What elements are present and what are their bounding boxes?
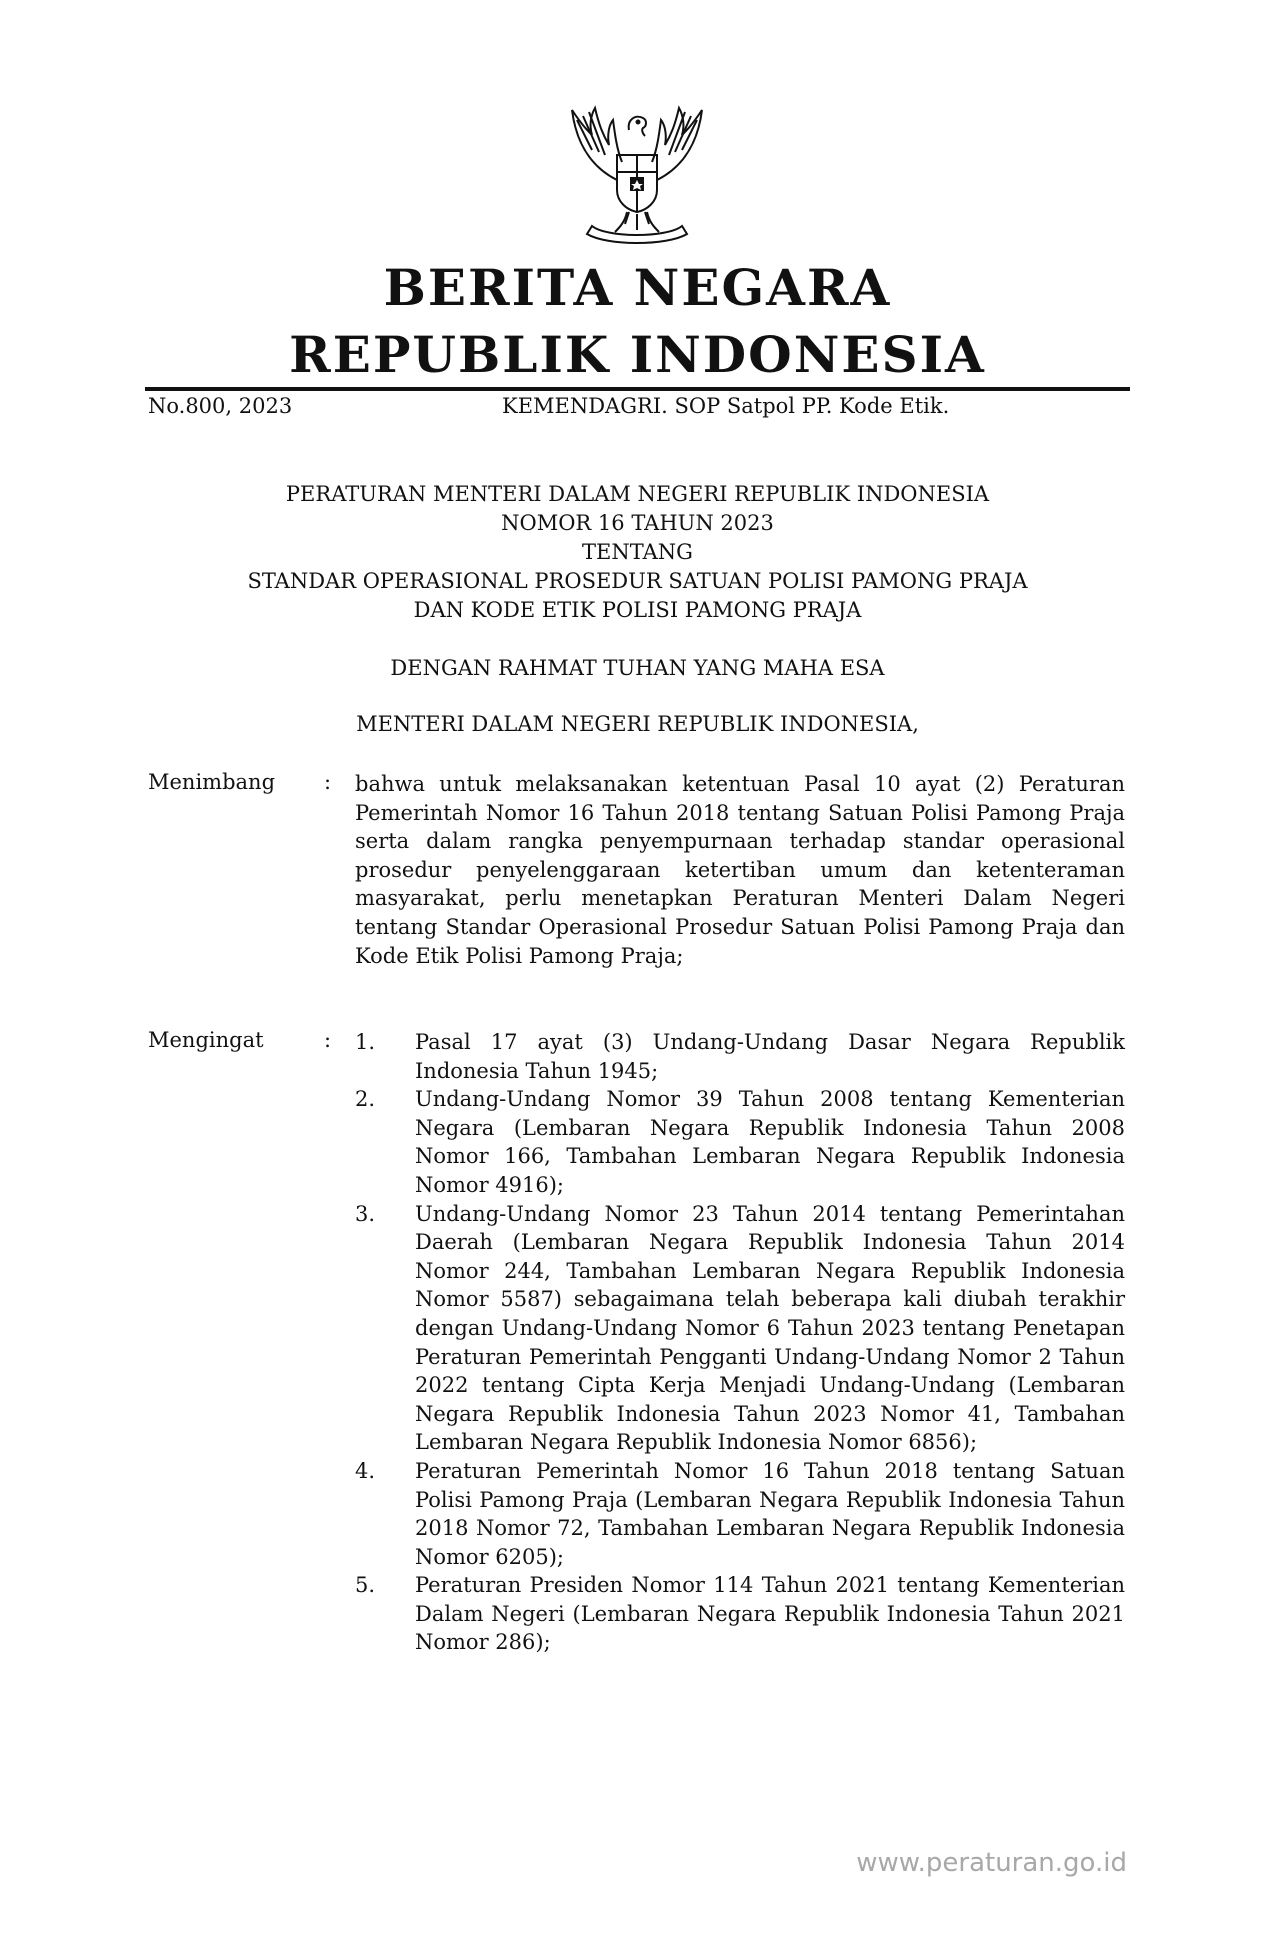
list-item [355,1028,1125,1085]
header-divider [145,387,1130,391]
list-item [355,1200,1125,1457]
mengingat-colon: : [324,1028,332,1052]
garuda-emblem-icon [547,100,727,250]
regulation-line: DAN KODE ETIK POLISI PAMONG PRAJA [413,598,862,622]
regulation-line: NOMOR 16 TAHUN 2023 [501,511,774,535]
list-item-number: 3. [355,1201,376,1226]
list-item-number: 4. [355,1458,376,1483]
mengingat-label: Mengingat [148,1028,264,1052]
menteri-line: MENTERI DALAM NEGERI REPUBLIK INDONESIA, [356,712,919,736]
mengingat-list [355,1028,1125,1657]
list-item-text: Undang-Undang Nomor 23 Tahun 2014 tentang Pemerintahan Daerah (Lembaran Negara Republik Indonesia Tahun 2014 Nomor 244, Tambahan Lembaran Negara Republik Indonesia Nomor 5587) sebagaimana telah beberapa kali diubah terakhir dengan Undang-Undang Nomor 6 Tahun 2023 tentang Penetapan Peraturan Pemerintah Pengganti Undang-Undang Nomor 2 Tahun 2022 tentang Cipta Kerja Menjadi Undang-Undang (Lembaran Negara Republik Indonesia Tahun 2023 Nomor 41, Tambahan Lembaran Negara Republik Indonesia Nomor 6856); [415,1201,1125,1455]
list-item [355,1571,1125,1657]
list-item-text: Pasal 17 ayat (3) Undang-Undang Dasar Negara Republik Indonesia Tahun 1945; [415,1030,1125,1083]
title-republik-indonesia: REPUBLIK INDONESIA [289,325,986,384]
list-item-number: 1. [355,1030,376,1054]
menimbang-text: bahwa untuk melaksanakan ketentuan Pasal 10 ayat (2) Peraturan Pemerintah Nomor 16 Tahun 2018 tentang Satuan Polisi Pamong Praja serta dalam rangka penyempurnaan terhadap standar operasional prosedur penyelenggaraan ketertiban umum dan ketenteraman masyarakat, perlu menetapkan Peraturan Menteri Dalam Negeri tentang Standar Operasional Prosedur Satuan Polisi Pamong Praja dan Kode Etik Polisi Pamong Praja; [355,772,1125,968]
regulation-heading [0,480,1275,625]
regulation-line: PERATURAN MENTERI DALAM NEGERI REPUBLIK INDONESIA [285,482,990,506]
list-item-text: Peraturan Presiden Nomor 114 Tahun 2021 tentang Kementerian Dalam Negeri (Lembaran Negara Republik Indonesia Tahun 2021 Nomor 286); [415,1573,1125,1655]
menimbang-colon: : [324,770,332,794]
regulation-line: STANDAR OPERASIONAL PROSEDUR SATUAN POLISI PAMONG PRAJA [247,569,1028,593]
list-item-number: 2. [355,1087,376,1112]
rahmat-line: DENGAN RAHMAT TUHAN YANG MAHA ESA [390,656,885,680]
title-berita-negara: BERITA NEGARA [383,258,892,317]
list-item-number: 5. [355,1573,376,1598]
list-item-text: Undang-Undang Nomor 39 Tahun 2008 tentang Kementerian Negara (Lembaran Negara Republik Indonesia Tahun 2008 Nomor 166, Tambahan Lembaran Negara Republik Indonesia Nomor 4916); [415,1087,1125,1197]
gazette-number: No.800, 2023 [148,394,293,418]
list-item-text: Peraturan Pemerintah Nomor 16 Tahun 2018 tentang Satuan Polisi Pamong Praja (Lembaran Negara Republik Indonesia Tahun 2018 Nomor 72, Tambahan Lembaran Negara Republik Indonesia Nomor 6205); [415,1458,1125,1569]
list-item [355,1085,1125,1199]
regulation-line: TENTANG [582,540,693,564]
gazette-subject: KEMENDAGRI. SOP Satpol PP. Kode Etik. [502,394,950,418]
list-item [355,1457,1125,1571]
website-link[interactable]: www.peraturan.go.id [856,1848,1127,1878]
menimbang-label: Menimbang [148,770,276,794]
